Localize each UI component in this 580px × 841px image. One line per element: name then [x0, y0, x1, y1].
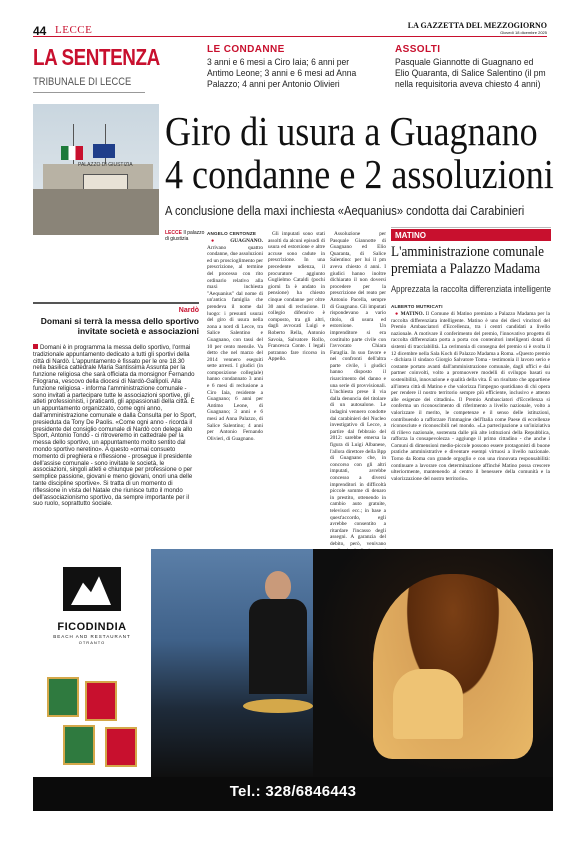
- matino-text: Il Comune di Matino premiato a Palazzo Madama per la raccolta differenziata intelligente. Matino è uno dei dieci vincitori del Premio Ambasciatori d'Eccellenza, tra i centri candidati a livello nazionale. A motivare il conferimento del premio, l'innovativo progetto di raccolta differenziata porta a porta con contenitori intelligenti dotati di sistemi di tracciabilità. La cerimonia di consegna del premio si è svolta il 12 dicembre nella Sala Koch di Palazzo Madama a Roma. «Questo premio - dichiara il sindaco Giorgio Salvatore Toma - testimonia il lavoro serio e costante portato avanti dall'amministrazione comunale, dagli uffici e dai partner coinvolti, volto a promuovere modelli di sviluppo basati su sostenibilità, innovazione e qualità della vita. È un risultato che appartiene all'intera città di Matino e che valorizza l'impegno quotidiano di chi opera per rendere il nostro territorio sempre più efficiente, inclusivo e attento alle esigenze dei cittadini». Il Premio Ambasciatori d'Eccellenza si conferma un riconoscimento di riferimento a livello nazionale, volto a valorizzare il merito, le competenze e il senso delle istituzioni, contribuendo a rafforzare l'immagine dell'Italia come Paese di eccellenze riconosciute e riconoscibili nel mondo. «La partecipazione a un'iniziativa di rilievo nazionale, sostenuta dalle più alte istituzioni della Repubblica, rafforza la consapevolezza - aggiunge il primo cittadino - che anche i Comuni di dimensioni medio-piccole possono essere protagonisti di buone pratiche amministrative e diventare esempi virtuosi a livello nazionale. Torno da Roma con grande orgoglio e con una rinnovata responsabilità: continuare a lavorare con determinazione affinché Matino possa crescere ulteriormente, mantenendo al centro il benessere della comunità e la valorizzazione del nostro territorio».: [391, 311, 550, 482]
- article-text-1: Arrivano quattro condanne, due assoluzioni ed un proscioglimento per prescrizione, al termine del processo con rito ordinario relativo alla maxi inchiesta "Aequanius" dal nome di un'antica famiglia che prendeva il nome dal luogo: i presunti usurai del giro di usura nella zona a nord di Lecce, tra Salice Salentino e Guagnano, con tassi del 10 per cento mensile. Va detto che nel marzo del 2014 vennero eseguiti sette arresti. I giudici (in composizione collegiale) hanno condannato 3 anni e 6 mesi di reclusione a Ciro Iaia, residente a Guagnano; 6 anni per Antimo Leone, di Guagnano; 3 anni e 6 mesi ad Anna Palazzo, di Salice Salentino; 4 anni per Antonio Fernando Olivieri, di Guagnano.: [207, 244, 263, 442]
- matino-deck: Apprezzata la raccolta differenziata intelligente: [391, 284, 551, 294]
- advertisement: [33, 549, 553, 811]
- article-text-3: Assoluzione per Pasquale Giannotte di Guagnano ed Elio Quaranta, di Salice Salentino: per lui il pm aveva chiesto 4 anni. I giudici hanno inoltre dichiarato il non doversi procedere per la prescrizione del reato per Antonio Pacella, sempre di Guagnano. Gli imputati rispondevano a vario titolo, di usura ed estorsione. Un imprenditore si era costituito parte civile con l'avvocato Chiara Faraglia. In suo favore e nei confronti dell'altra parte civile, i giudici hanno disposto il risarcimento del danno e una serie di provvisionali. L'inchiesta prese il via dalla denuncia del titolare di un autosalone. Le indagini vennero condotte dai carabinieri del Nucleo investigativo di Lecce, a partire dal febbraio del 2012: sarebbe emersa la figura di Luigi Albanese, l'allora direttore della Bpp di Guagnano che, in concorso con gli altri imputati, avrebbe concesso a diversi imprenditori in difficoltà piccole somme di denaro in prestito, ottenendo in cambio auto gratuite, televisori ecc.; in base a quest'accordo, egli avrebbe consentito a ritardare l'incasso degli assegni. A garanzia del debito, però, venivano: [330, 231, 386, 547]
- ad-brand: FICODINDIA: [57, 621, 127, 633]
- article-column-2: [268, 231, 325, 363]
- ad-brand-panel: [33, 549, 151, 777]
- matino-headline-2: premiata a Palazzo Madama: [391, 261, 541, 277]
- panettone-slice-icon: [393, 669, 463, 739]
- section-name: LECCE: [55, 24, 93, 36]
- nardo-article: [33, 304, 199, 564]
- condanne-text: 3 anni e 6 mesi a Ciro Iaia; 6 anni per Antimo Leone; 3 anni e 6 mesi ad Anna Palazzo; 4 anni per Antonio Olivieri: [207, 57, 357, 90]
- courthouse-photo: [33, 104, 159, 235]
- matino-byline: ALBERTO MUTRICATI: [391, 304, 443, 309]
- building-sign: PALAZZO DI GIUSTIZIA: [78, 162, 133, 168]
- plate-icon: [243, 699, 313, 713]
- gift-box-icon: [85, 681, 117, 721]
- ad-tagline: BEACH AND RESTAURANT: [53, 634, 131, 639]
- condanne-label: LE CONDANNE: [207, 44, 285, 55]
- dateline: GUAGNANO.: [230, 238, 263, 244]
- headline-line-2: 4 condanne e 2 assoluzioni: [165, 151, 554, 197]
- matino-headline-1: L'amministrazione comunale: [391, 244, 545, 260]
- condanne-box: [207, 44, 377, 90]
- assolti-text: Pasquale Giannotte di Guagnano ed Elio Quaranta, di Salice Salentino (il pm nella requisitoria aveva chiesto 4 anni): [395, 57, 546, 90]
- byline: ANGELO CENTONZE: [207, 231, 257, 236]
- ficodindia-logo-icon: [63, 567, 121, 611]
- nardo-title: Domani si terrà la messa dello sportivo invitate società e associazioni: [40, 316, 199, 336]
- page-number: 44: [33, 24, 47, 38]
- main-headline: [165, 108, 554, 197]
- article-text-2: Gli imputati sono stati assolti da alcuni episodi di usura ed estorsione e altre accuse sono cadute in prescrizione. In una precedente udienza, il procuratore aggiunto Guglielmo Cataldi (pochi giorni fa è andato in pensione) ha chiesto cinque condanne per oltre 30 anni di reclusione. Il collegio difensivo è composto, tra gli altri, dagli avvocati Luigi e Roberto Rella, Antonio Savoia, Salvatore Rollo, Francesca Conte. I legali potranno fare ricorso in Appello.: [268, 231, 325, 363]
- matino-headline: [391, 244, 545, 278]
- article-column-3: [330, 231, 386, 600]
- eu-flag-icon: [93, 144, 115, 158]
- caption-place: LECCE: [165, 230, 182, 236]
- assolti-box: [395, 44, 550, 90]
- caption-text: Il palazzo di giustizia: [165, 230, 205, 242]
- matino-body: ALBERTO MUTRICATI ● MATINO. Il Comune di Matino premiato a Palazzo Madama per la raccolta differenziata intelligente. Matino è uno dei dieci vincitori del Premio Ambasciatori d'Eccellenza, tra i centri candidati a livello nazionale. A motivare il conferimento del premio, l'innovativo progetto di raccolta differenziata porta a porta con contenitori intelligenti dotati di sistemi di tracciabilità. La cerimonia di consegna del premio si è svolta il 12 dicembre nella Sala Koch di Palazzo Madama a Roma. «Questo premio - dichiara il sindaco Giorgio Salvatore Toma - testimonia il lavoro serio e costante portato avanti dall'amministrazione comunale, dagli uffici e dai partner coinvolti, volto a promuovere modelli di sviluppo basati su sostenibilità, innovazione e qualità della vita. È un risultato che appartiene all'intera città di Matino e che valorizza l'impegno quotidiano di chi opera per rendere il nostro territorio sempre più efficiente, inclusivo e attento alle esigenze dei cittadini». Il Premio Ambasciatori d'Eccellenza si conferma un riconoscimento di riferimento a livello nazionale, volto a valorizzare il merito, le competenze e il senso delle istituzioni, contribuendo a rafforzare l'immagine dell'Italia come Paese di eccellenze riconosciute e riconoscibili nel mondo. «La partecipazione a un'iniziativa di rilievo nazionale, sostenuta dalle più alte istituzioni della Repubblica, rafforza la consapevolezza - aggiunge il primo cittadino - che anche i Comuni di dimensioni medio-piccole possono essere protagonisti di buone pratiche amministrative e diventare esempi virtuosi a livello nazionale. Torno da Roma con grande orgoglio e con una rinnovata responsabilità: continuare a lavorare con determinazione affinché Matino possa crescere ulteriormente, mantenendo al centro il benessere della comunità e la valorizzazione del nostro territorio».: [391, 304, 550, 482]
- bullet-square-icon: [33, 344, 38, 349]
- headline-line-1: Giro di usura a Guagnano: [165, 108, 538, 154]
- assolti-label: ASSOLTI: [395, 44, 441, 55]
- main-deck: A conclusione della maxi inchiesta «Aequanius» condotta dai Carabinieri: [165, 203, 525, 218]
- newspaper-title: LA GAZZETTA DEL MEZZOGIORNO: [407, 21, 547, 30]
- newspaper-name: [408, 22, 547, 35]
- kicker-rule: [33, 92, 145, 93]
- ad-phone: Tel.: 328/6846443: [229, 783, 357, 800]
- gift-box-icon: [105, 727, 137, 767]
- article-column-1: ANGELO CENTONZE ● GUAGNANO. Arrivano quattro condanne, due assoluzioni ed un proscioglimento per prescrizione, al termine del processo con rito ordinario relativo alla maxi inchiesta "Aequanius" dal nome di un'antica famiglia che prendeva il nome dal luogo: i presunti usurai del giro di usura nella zona a nord di Lecce, tra Salice Salentino e Guagnano, con tassi del 10 per cento mensile. Va detto che nel marzo del 2014 vennero eseguiti sette arresti. I giudici (in composizione collegiale) hanno condannato 3 anni e 6 mesi di reclusione a Ciro Iaia, residente a Guagnano; 6 anni per Antimo Leone, di Guagnano; 3 anni e 6 mesi ad Anna Palazzo, di Salice Salentino; 4 anni per Antonio Fernando Olivieri, di Guagnano.: [207, 231, 263, 442]
- page-header: [33, 21, 547, 38]
- gift-box-icon: [47, 677, 79, 717]
- panettone-photo: [313, 549, 553, 777]
- nardo-tag: Nardò: [178, 307, 199, 314]
- nardo-body: Domani è in programma la messa dello sportivo, l'ormai tradizionale appuntamento dedicato a tutti gli sportivi della città di Nardò. L'appuntamento è fissato per le ore 18.30 nella basilica cattedrale Maria Santissima Assunta per la funzione religiosa che sarà officiata da monsignor Fernando Filograna, vescovo della diocesi di Nardò-Gallipoli. Alla funzione religiosa - informa l'amministrazione comunale - sono invitati a partecipare tutte le associazioni sportive, gli atleti professionisti, i praticanti, gli appassionati della città. È un appuntamento organizzato, come ogni anno, dall'amministrazione comunale e dalla Consulta per lo Sport, presieduta da Tony De Paolis. «Come ogni anno - ricorda il presidente del consiglio comunale di Nardò con delega allo Sport, Antonio Tondo - ci ritroveremo in cattedrale per la messa dello sportivo, un appuntamento molto sentito dal mondo sportivo neretino». A questo «ormai consueto momento di preghiera e riflessione - prosegue il presidente dell'assise comunale - sono invitate le società, le associazioni, singoli atleti e chiunque per professione o per semplice passione, giovani e meno giovani, onori una delle tante discipline sportive». Si tratta di un momento di riflessione in vista del Natale che riunisce tutto il mondo dell'associazionismo sportivo, da sempre importante per il suo ruolo, soprattutto sociale.: [33, 344, 197, 508]
- italian-flag-icon: [61, 146, 83, 160]
- kicker-subtitle: TRIBUNALE DI LECCE: [33, 76, 132, 88]
- ad-place: OTRANTO: [78, 640, 106, 645]
- matino-tag: MATINO: [391, 229, 551, 241]
- kicker-title: LA SENTENZA: [33, 44, 160, 70]
- gift-box-icon: [63, 725, 95, 765]
- photo-caption: [165, 230, 205, 242]
- matino-rule: [391, 227, 551, 228]
- issue-date: Giovedì 18 dicembre 2025: [500, 30, 547, 35]
- matino-dateline: MATINO.: [400, 311, 424, 317]
